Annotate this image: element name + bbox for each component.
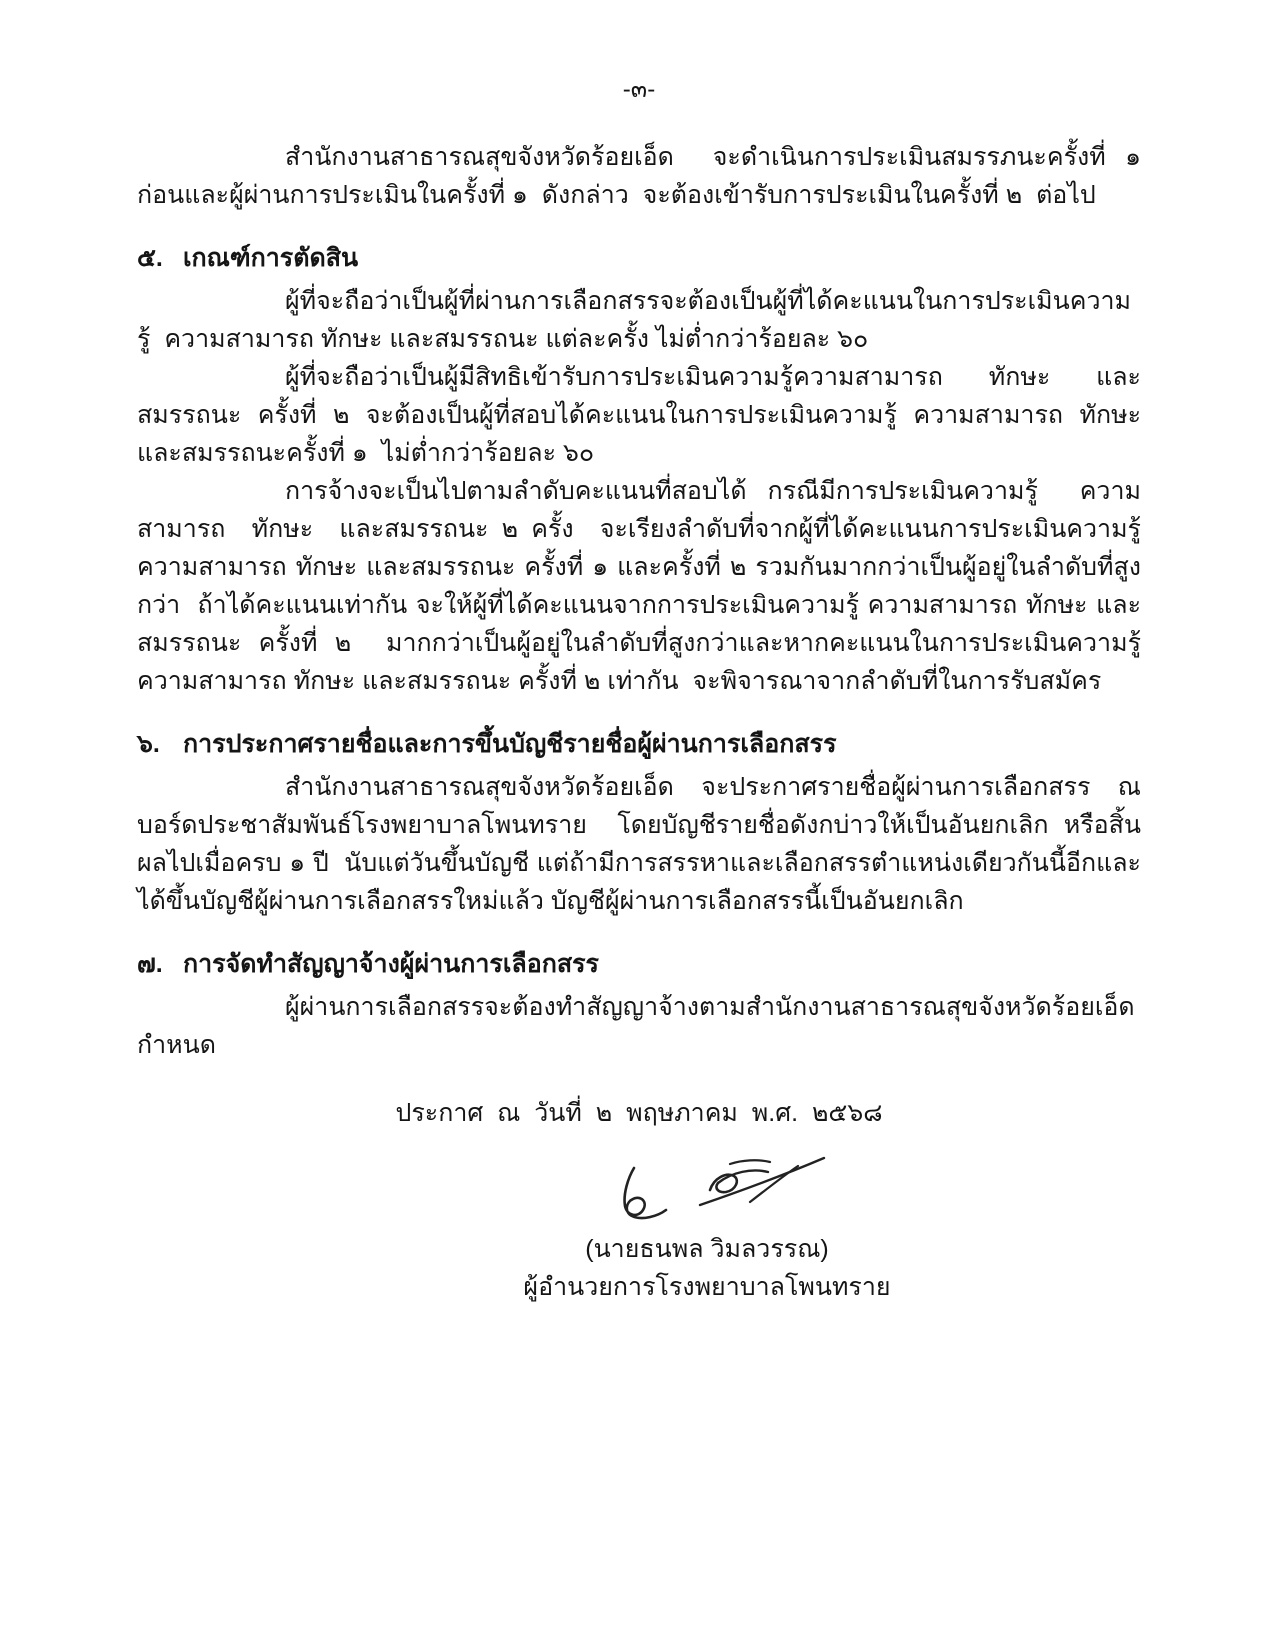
- section-criteria: [137, 239, 1148, 700]
- signature-image: [582, 1150, 832, 1228]
- section-contract-heading: [137, 945, 1141, 983]
- criteria-paragraph-3: การจ้างจะเป็นไปตามลำดับคะแนนที่สอบได้ กรณีมีการประเมินความรู้ ความสามารถ ทักษะ และสมรรถนะ ๒ ครั้ง จะเรียงลำดับที่จากผู้ที่ได้คะแนนการประเมินความรู้ ความสามารถ ทักษะ และสมรรถนะ ครั้งที่ ๑ และครั้งที่ ๒ รวมกันมากกว่าเป็นผู้อยู่ในลำดับที่สูงกว่า ถ้าได้คะแนนเท่ากัน จะให้ผู้ที่ได้คะแนนจากการประเมินความรู้ ความสามารถ ทักษะ และสมรรถนะ ครั้งที่ ๒ มากกว่าเป็นผู้อยู่ในลำดับที่สูงกว่าและหากคะแนนในการประเมินความรู้ ความสามารถ ทักษะ และสมรรถนะ ครั้งที่ ๒ เท่ากัน จะพิจารณาจากลำดับที่ในการรับสมัคร: [137, 477, 1148, 695]
- section-announcement: [137, 725, 1155, 920]
- criteria-paragraph-2: ผู้ที่จะถือว่าเป็นผู้มีสิทธิเข้ารับการประเมินความรู้ความสามารถ ทักษะ และสมรรถนะ ครั้งที่ ๒ จะต้องเป็นผู้ที่สอบได้คะแนนในการประเมินความรู้ ความสามารถ ทักษะ และสมรรถนะครั้งที่ ๑ ไม่ต่ำกว่าร้อยละ ๖๐: [137, 363, 1148, 467]
- signer-name: (นายธนพล วิมลวรรณ): [585, 1235, 829, 1263]
- section-contract: [137, 945, 1156, 1064]
- intro-paragraph: สำนักงานสาธารณสุขจังหวัดร้อยเอ็ด จะดำเนินการประเมินสมรรภนะครั้งที่ ๑ ก่อนและผู้ผ่านการประเมินในครั้งที่ ๑ ดังกล่าว จะต้องเข้ารับการประเมินในครั้งที่ ๒ ต่อไป: [137, 143, 1155, 209]
- section-criteria-title: เกณฑ์การตัดสิน: [183, 244, 359, 272]
- section-announcement-title: การประกาศรายชื่อและการขึ้นบัญชีรายชื่อผู้ผ่านการเลือกสรร: [183, 730, 837, 758]
- section-announcement-number: ๖.: [137, 730, 160, 758]
- section-contract-title: การจัดทำสัญญาจ้างผู้ผ่านการเลือกสรร: [183, 950, 599, 978]
- contract-paragraph-1: ผู้ผ่านการเลือกสรรจะต้องทำสัญญาจ้างตามสำนักงานสาธารณสุขจังหวัดร้อยเอ็ด กำหนด: [137, 993, 1156, 1059]
- signer-title: ผู้อำนวยการโรงพยาบาลโพนทราย: [523, 1273, 891, 1301]
- signature-block: [205, 1150, 1209, 1306]
- section-criteria-number: ๕.: [137, 244, 163, 272]
- page-number: -๓-: [622, 76, 656, 103]
- section-criteria-heading: [137, 239, 1141, 277]
- section-contract-number: ๗.: [137, 950, 163, 978]
- section-announcement-heading: [137, 725, 1141, 763]
- criteria-paragraph-1: ผู้ที่จะถือว่าเป็นผู้ที่ผ่านการเลือกสรรจะต้องเป็นผู้ที่ได้คะแนนในการประเมินความรู้ ความสามารถ ทักษะ และสมรรถนะ แต่ละครั้ง ไม่ต่ำกว่าร้อยละ ๖๐: [137, 287, 1132, 353]
- announcement-paragraph-1: สำนักงานสาธารณสุขจังหวัดร้อยเอ็ด จะประกาศรายชื่อผู้ผ่านการเลือกสรร ณ บอร์ดประชาสัมพันธ์โรงพยาบาลโพนทราย โดยบัญชีรายชื่อดังกบ่าวให้เป็นอันยกเลิก หรือสิ้นผลไปเมื่อครบ ๑ ปี นับแต่วันขึ้นบัญชี แต่ถ้ามีการสรรหาและเลือกสรรตำแหน่งเดียวกันนี้อีกและได้ขึ้นบัญชีผู้ผ่านการเลือกสรรใหม่แล้ว บัญชีผู้ผ่านการเลือกสรรนี้เป็นอันยกเลิก: [137, 773, 1155, 915]
- announcement-date: ประกาศ ณ วันที่ ๒ พฤษภาคม พ.ศ. ๒๕๖๘: [395, 1099, 883, 1127]
